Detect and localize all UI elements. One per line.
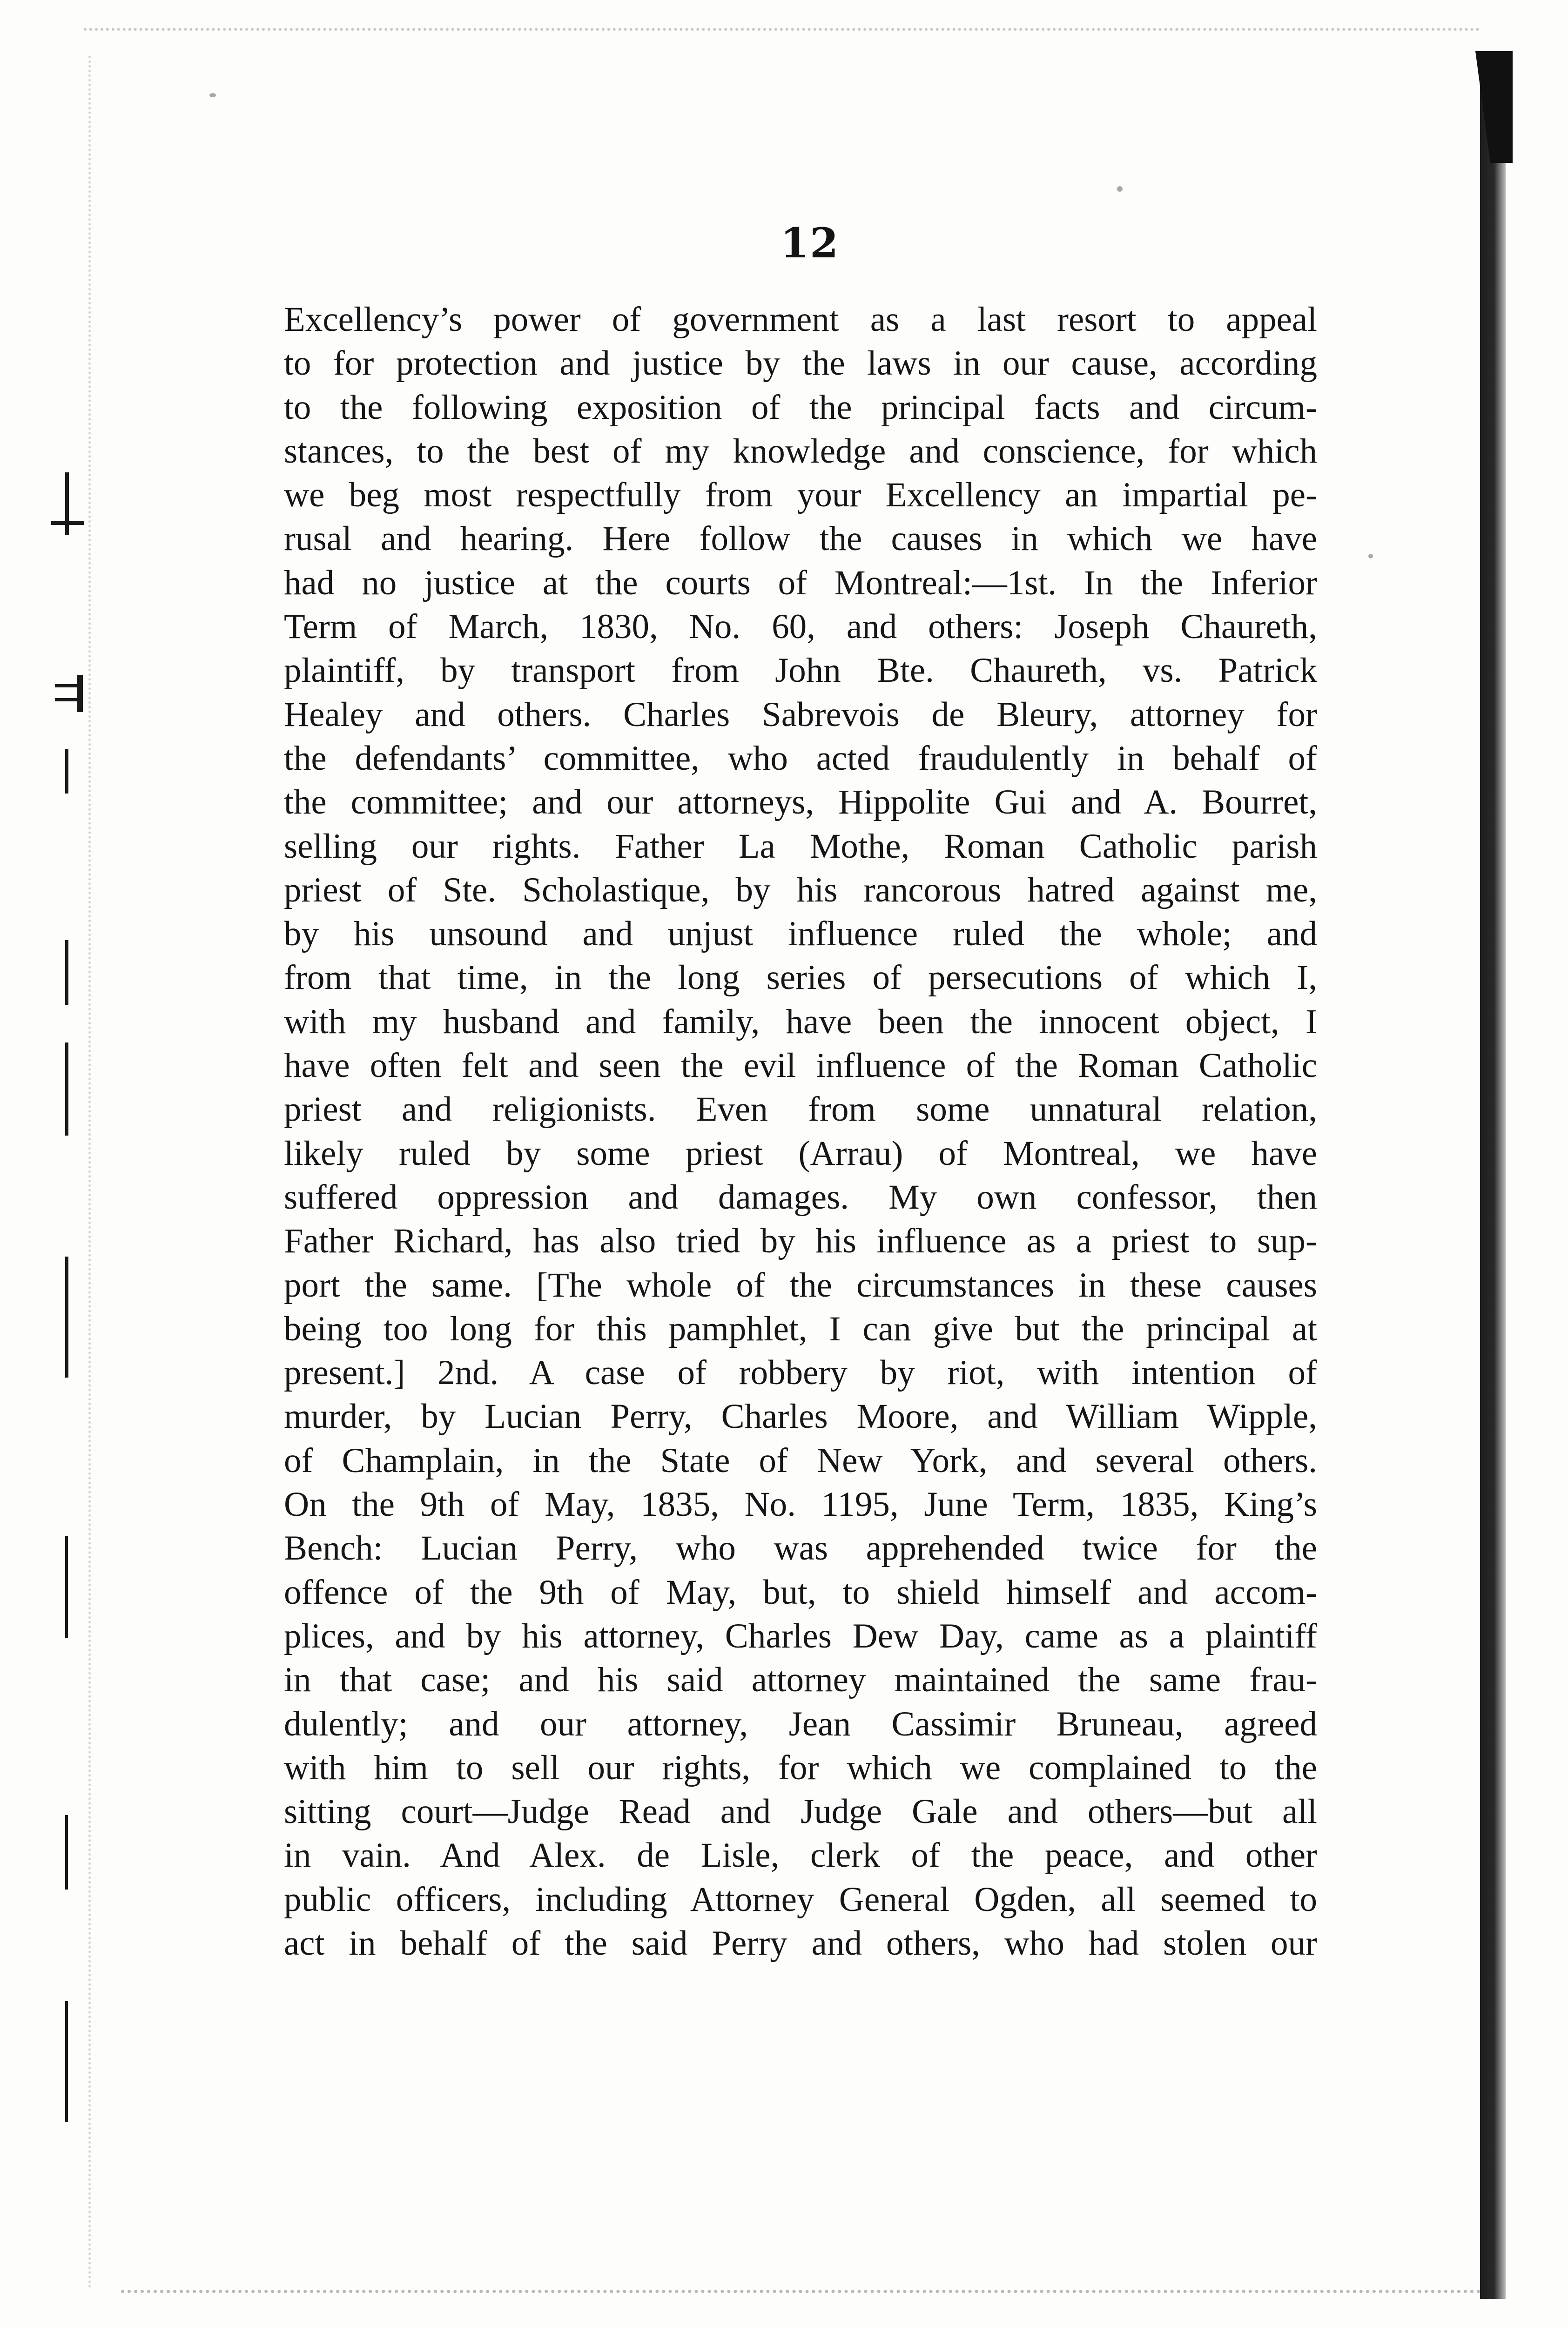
text-line: with him to sell our rights, for which we complained to the (284, 1748, 1317, 1787)
margin-mark (65, 2001, 68, 2122)
margin-mark (65, 940, 68, 1005)
text-line: Father Richard, has also tried by his influence as a priest to sup- (284, 1222, 1317, 1261)
margin-mark (65, 1536, 68, 1638)
binding-spine-shadow (1480, 51, 1506, 2299)
text-line: likely ruled by some priest (Arrau) of Montreal, we have (284, 1134, 1317, 1173)
text-line: by his unsound and unjust influence ruled the whole; and (284, 915, 1317, 954)
text-line: public officers, including Attorney General Ogden, all seemed to (284, 1880, 1317, 1919)
text-line: selling our rights. Father La Mothe, Roman Catholic parish (284, 827, 1317, 866)
text-line: act in behalf of the said Perry and others, who had stolen our (284, 1923, 1317, 1963)
text-line: Bench: Lucian Perry, who was apprehended twice for the (284, 1529, 1317, 1568)
margin-mark (55, 698, 81, 701)
margin-mark (65, 749, 68, 794)
text-line: rusal and hearing. Here follow the causes in which we have (284, 519, 1317, 558)
margin-mark (65, 472, 69, 535)
text-line: sitting court—Judge Read and Judge Gale and others—but all (284, 1792, 1317, 1831)
margin-mark (55, 684, 81, 687)
text-line: we beg most respectfully from your Excellency an impartial pe- (284, 476, 1317, 515)
margin-mark (65, 1042, 68, 1136)
text-line: to for protection and justice by the laws in our cause, according (284, 344, 1317, 383)
text-line: port the same. [The whole of the circumstances in these causes (284, 1265, 1317, 1305)
margin-mark (65, 1815, 68, 1890)
scan-edge-left (88, 56, 100, 2290)
scan-smudge (1368, 554, 1373, 558)
text-line: priest and religionists. Even from some unnatural relation, (284, 1090, 1317, 1129)
text-line: with my husband and family, have been the innocent object, I (284, 1002, 1317, 1041)
text-line: stances, to the best of my knowledge and conscience, for which (284, 431, 1317, 471)
text-line: had no justice at the courts of Montreal:—1st. In the Inferior (284, 563, 1317, 602)
text-line: to the following exposition of the principal facts and circum- (284, 388, 1317, 427)
scan-smudge (209, 93, 216, 97)
text-line: suffered oppression and damages. My own confessor, then (284, 1177, 1317, 1217)
body-text (284, 298, 1317, 1965)
text-line: Healey and others. Charles Sabrevois de Bleury, attorney for (284, 695, 1317, 734)
text-line: priest of Ste. Scholastique, by his rancorous hatred against me, (284, 870, 1317, 909)
page-number: 12 (780, 219, 840, 267)
text-line: On the 9th of May, 1835, No. 1195, June Term, 1835, King’s (284, 1485, 1317, 1524)
text-line: murder, by Lucian Perry, Charles Moore, and William Wipple, (284, 1397, 1317, 1436)
text-line: Excellency’s power of government as a last resort to appeal (284, 300, 1317, 339)
margin-mark (77, 675, 83, 712)
text-line: plices, and by his attorney, Charles Dew Day, came as a plaintiff (284, 1616, 1317, 1655)
text-line: offence of the 9th of May, but, to shield himself and accom- (284, 1573, 1317, 1612)
text-line: being too long for this pamphlet, I can give but the principal at (284, 1309, 1317, 1348)
text-line: the committee; and our attorneys, Hippolite Gui and A. Bourret, (284, 783, 1317, 822)
text-line: the defendants’ committee, who acted fraudulently in behalf of (284, 739, 1317, 778)
text-line: from that time, in the long series of persecutions of which I, (284, 958, 1317, 997)
text-line: Term of March, 1830, No. 60, and others: Joseph Chaureth, (284, 607, 1317, 646)
scan-edge-bottom (121, 2276, 1494, 2293)
text-line: in that case; and his said attorney maintained the same frau- (284, 1661, 1317, 1700)
scan-edge-top (84, 28, 1480, 49)
text-line: in vain. And Alex. de Lisle, clerk of the peace, and other (284, 1836, 1317, 1875)
margin-mark (65, 1257, 68, 1378)
text-line: present.] 2nd. A case of robbery by riot, with intention of (284, 1353, 1317, 1392)
text-line: have often felt and seen the evil influence of the Roman Catholic (284, 1046, 1317, 1085)
text-line: plaintiff, by transport from John Bte. Chaureth, vs. Patrick (284, 651, 1317, 690)
text-line: dulently; and our attorney, Jean Cassimir Bruneau, agreed (284, 1704, 1317, 1743)
scan-smudge (1117, 186, 1123, 192)
text-line: of Champlain, in the State of New York, and several others. (284, 1441, 1317, 1480)
